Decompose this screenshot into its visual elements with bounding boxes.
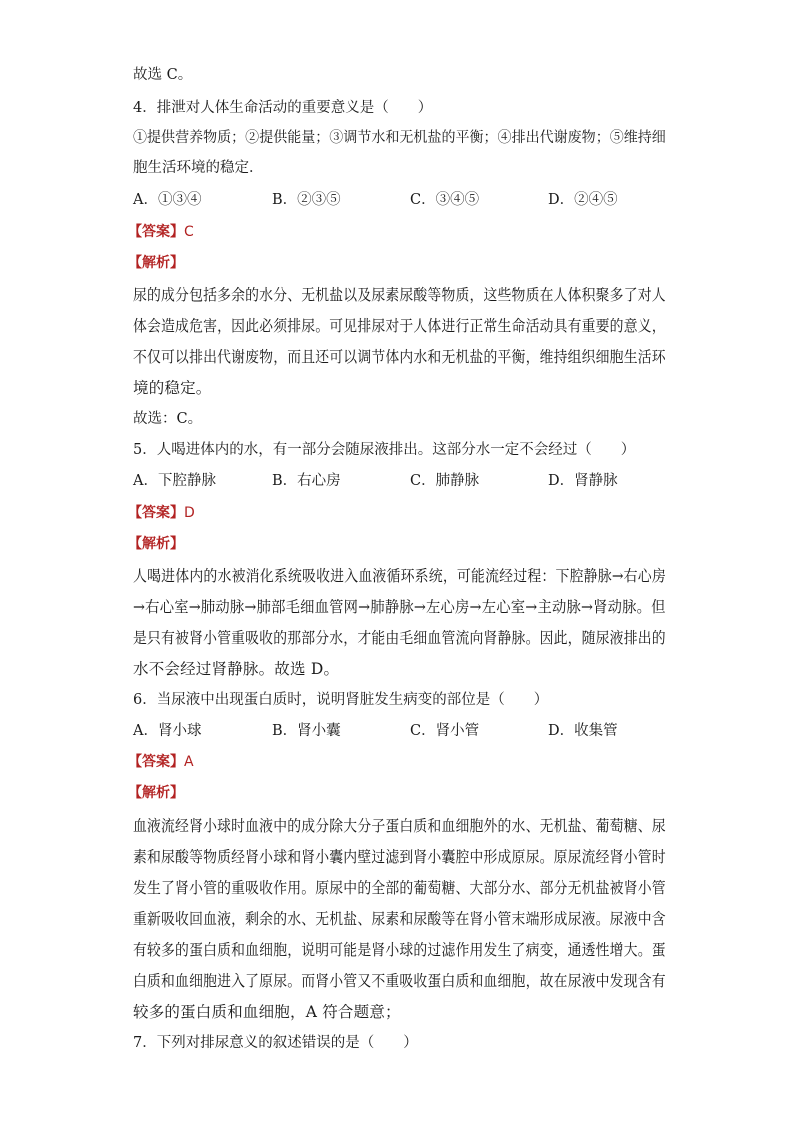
q6-analysis-line2: 素和尿酸等物质经肾小球和肾小囊内壁过滤到肾小囊腔中形成原尿。原尿流经肾小管时 bbox=[133, 848, 666, 866]
q5-option-d: D．肾静脉 bbox=[548, 473, 618, 489]
q5-analysis-line2: →右心室→肺动脉→肺部毛细血管网→肺静脉→左心房→左心室→主动脉→肾动脉。但 bbox=[133, 598, 666, 616]
q5-stem: 5．人喝进体内的水，有一部分会随尿液排出。这部分水一定不会经过（ ） bbox=[133, 442, 636, 458]
q6-analysis-line5: 有较多的蛋白质和血细胞，说明可能是肾小球的过滤作用发生了病变，通透性增大。蛋 bbox=[133, 941, 666, 959]
analysis-tag: 【解析】 bbox=[128, 785, 184, 801]
q5-answer bbox=[128, 503, 195, 523]
q7-stem: 7．下列对排尿意义的叙述错误的是（ ） bbox=[133, 1035, 418, 1051]
q6-option-c: C．肾小管 bbox=[410, 723, 480, 739]
q4-option-a: A．①③④ bbox=[133, 192, 202, 208]
q4-analysis-line4: 境的稳定。 bbox=[133, 379, 212, 397]
q5-option-a: A．下腔静脉 bbox=[133, 473, 216, 489]
analysis-tag: 【解析】 bbox=[128, 536, 184, 552]
q6-answer bbox=[128, 752, 194, 772]
q5-analysis-tag bbox=[128, 534, 184, 554]
q4-option-d: D．②④⑤ bbox=[548, 192, 618, 208]
answer-tag: 【答案】 bbox=[128, 224, 184, 240]
q4-answer bbox=[128, 222, 194, 242]
answer-value: C bbox=[184, 224, 194, 240]
q4-conclusion: 故选：C。 bbox=[133, 411, 203, 427]
q4-option-b: B．②③⑤ bbox=[272, 192, 341, 208]
q6-option-b: B．肾小囊 bbox=[272, 723, 341, 739]
q4-items-line2: 胞生活环境的稳定． bbox=[133, 160, 264, 176]
q6-analysis-line4: 重新吸收回血液，剩余的水、无机盐、尿素和尿酸等在肾小管末端形成尿液。尿液中含 bbox=[133, 910, 666, 928]
q6-analysis-tag bbox=[128, 783, 184, 803]
answer-tag: 【答案】 bbox=[128, 754, 184, 770]
q5-option-b: B．右心房 bbox=[272, 473, 341, 489]
q4-analysis-line3: 不仅可以排出代谢废物，而且还可以调节体内水和无机盐的平衡，维持组织细胞生活环 bbox=[133, 348, 666, 366]
q6-analysis-line1: 血液流经肾小球时血液中的成分除大分子蛋白质和血细胞外的水、无机盐、葡萄糖、尿 bbox=[133, 817, 666, 835]
q6-option-d: D．收集管 bbox=[548, 723, 618, 739]
q4-items-line1: ①提供营养物质；②提供能量；③调节水和无机盐的平衡；④排出代谢废物；⑤维持细 bbox=[133, 130, 666, 146]
q4-analysis-line1: 尿的成分包括多余的水分、无机盐以及尿素尿酸等物质，这些物质在人体积聚多了对人 bbox=[133, 286, 666, 304]
q5-option-c: C．肺静脉 bbox=[410, 473, 480, 489]
q6-stem: 6．当尿液中出现蛋白质时，说明肾脏发生病变的部位是（ ） bbox=[133, 692, 549, 708]
q4-stem: 4．排泄对人体生命活动的重要意义是（ ） bbox=[133, 100, 433, 116]
q5-analysis-line4: 水不会经过肾静脉。故选 D。 bbox=[133, 660, 340, 678]
q4-analysis-tag bbox=[128, 253, 184, 273]
q5-analysis-line1: 人喝进体内的水被消化系统吸收进入血液循环系统，可能流经过程：下腔静脉→右心房 bbox=[133, 567, 666, 585]
answer-value: D bbox=[184, 505, 195, 521]
answer-value: A bbox=[184, 754, 194, 770]
analysis-tag: 【解析】 bbox=[128, 255, 184, 271]
answer-tag: 【答案】 bbox=[128, 505, 184, 521]
q6-option-a: A．肾小球 bbox=[133, 723, 202, 739]
q4-option-c: C．③④⑤ bbox=[410, 192, 480, 208]
q6-analysis-line3: 发生了肾小管的重吸收作用。原尿中的全部的葡萄糖、大部分水、部分无机盐被肾小管 bbox=[133, 879, 666, 897]
q4-analysis-line2: 体会造成危害，因此必须排尿。可见排尿对于人体进行正常生命活动具有重要的意义， bbox=[133, 317, 666, 335]
q5-analysis-line3: 是只有被肾小管重吸收的那部分水，才能由毛细血管流向肾静脉。因此，随尿液排出的 bbox=[133, 629, 666, 647]
prev-conclusion: 故选 C。 bbox=[133, 67, 193, 83]
q6-analysis-line6: 白质和血细胞进入了原尿。而肾小管又不重吸收蛋白质和血细胞，故在尿液中发现含有 bbox=[133, 972, 666, 990]
q6-analysis-line7: 较多的蛋白质和血细胞，A 符合题意； bbox=[133, 1003, 401, 1021]
